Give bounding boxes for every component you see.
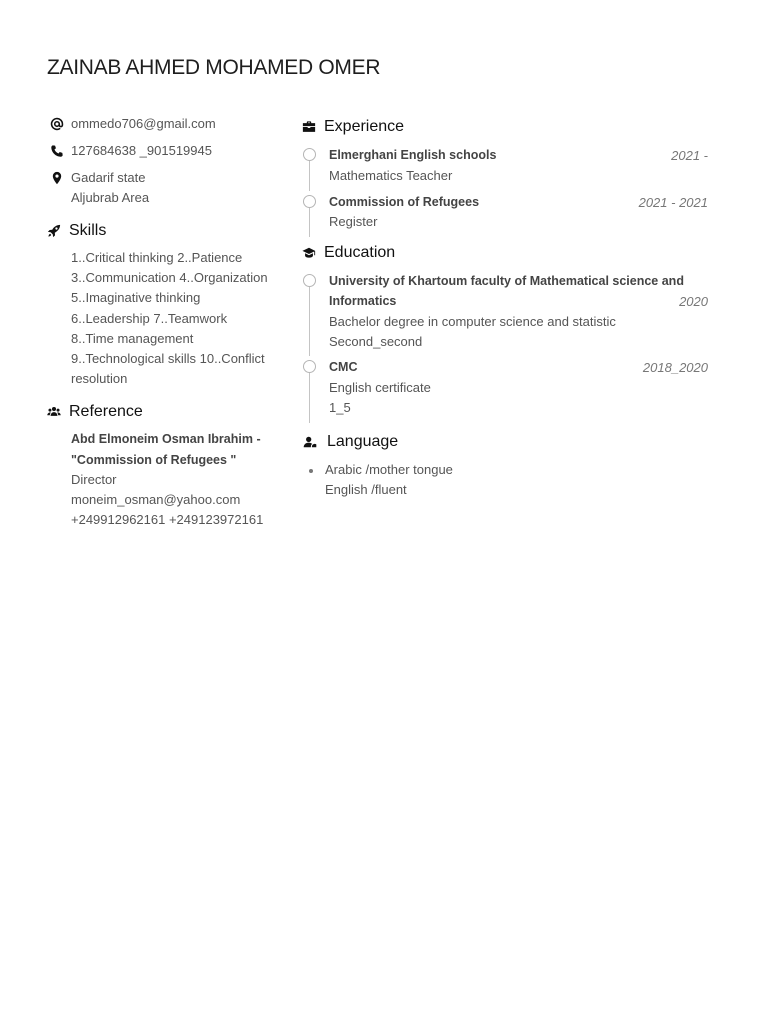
reference-phone: +249912962161 +249123972161	[71, 512, 264, 528]
experience-date: 2021 - 2021	[638, 194, 708, 210]
timeline-line	[309, 287, 310, 356]
reference-heading	[47, 401, 287, 423]
education-school: CMC	[329, 360, 358, 375]
at-icon	[49, 116, 65, 132]
left-column	[47, 114, 287, 530]
reference-entry	[47, 429, 287, 530]
contact-address	[47, 168, 287, 208]
education-timeline	[302, 272, 708, 418]
skill-line: 3..Communication 4..Organization	[71, 270, 268, 286]
skill-line: 9..Technological skills 10..Conflict resolution	[71, 351, 265, 387]
contact-email	[47, 114, 287, 134]
reference-email: moneim_osman@yahoo.com	[71, 492, 241, 508]
briefcase-icon	[302, 119, 324, 135]
education-school: University of Khartoum faculty of Mathematical science and Informatics	[329, 274, 684, 308]
experience-date: 2021 -	[671, 148, 708, 163]
skills-heading	[47, 220, 287, 242]
language-heading	[302, 431, 708, 453]
education-title: Education	[324, 244, 396, 262]
experience-entry	[302, 193, 708, 233]
skill-line: 5..Imaginative thinking	[71, 290, 201, 306]
email-text: ommedo706@gmail.com	[71, 116, 216, 131]
experience-title: Experience	[324, 118, 405, 135]
reference-name: Abd Elmoneim Osman Ibrahim - "Commission of Refugees "	[71, 432, 261, 467]
timeline-dot	[303, 148, 316, 161]
education-entry	[302, 358, 708, 417]
phone-icon	[49, 143, 65, 159]
skill-line: 6..Leadership 7..Teamwork	[71, 310, 228, 326]
skills-title: Skills	[69, 222, 107, 239]
users-icon	[47, 404, 69, 420]
experience-role: Register	[329, 214, 378, 230]
language-user-icon	[303, 434, 327, 450]
skill-line: 1..Critical thinking 2..Patience	[71, 250, 243, 265]
experience-timeline	[302, 146, 708, 232]
rocket-icon	[47, 223, 69, 239]
reference-role: Director	[71, 471, 117, 487]
reference-title: Reference	[69, 403, 143, 421]
experience-entry	[302, 146, 708, 186]
experience-heading	[302, 116, 708, 138]
graduation-cap-icon	[302, 245, 324, 261]
education-date: 2020	[679, 293, 708, 309]
timeline-line	[309, 373, 310, 422]
timeline-dot	[303, 195, 316, 208]
phone-text: 127684638 _901519945	[71, 143, 212, 158]
language-item: English /fluent	[325, 481, 407, 497]
address-line-2: Aljubrab Area	[71, 190, 150, 205]
education-date: 2018_2020	[642, 360, 708, 376]
education-grade: 1_5	[329, 399, 351, 415]
language-item: Arabic /mother tongue	[325, 461, 453, 477]
education-entry	[302, 272, 708, 351]
education-degree: Bachelor degree in computer science and statistic	[329, 313, 616, 329]
experience-org: Commission of Refugees	[329, 194, 480, 209]
map-pin-icon	[49, 170, 65, 186]
language-list	[302, 460, 708, 500]
education-grade: Second_second	[329, 333, 423, 349]
education-heading	[302, 242, 708, 264]
bullet	[309, 469, 313, 473]
address-line-1: Gadarif state	[71, 170, 146, 185]
education-degree: English certificate	[329, 380, 431, 396]
skill-line: 8..Time management	[71, 330, 194, 346]
experience-role: Mathematics Teacher	[329, 167, 453, 183]
timeline-line	[309, 208, 310, 238]
timeline-dot	[303, 274, 316, 287]
right-column	[302, 116, 708, 500]
experience-org: Elmerghani English schools	[329, 148, 497, 162]
contact-phone	[47, 141, 287, 161]
skills-list	[47, 248, 287, 389]
resume-name: ZAINAB AHMED MOHAMED OMER	[47, 56, 381, 79]
timeline-dot	[303, 360, 316, 373]
timeline-line	[309, 161, 310, 191]
language-title: Language	[327, 432, 399, 450]
